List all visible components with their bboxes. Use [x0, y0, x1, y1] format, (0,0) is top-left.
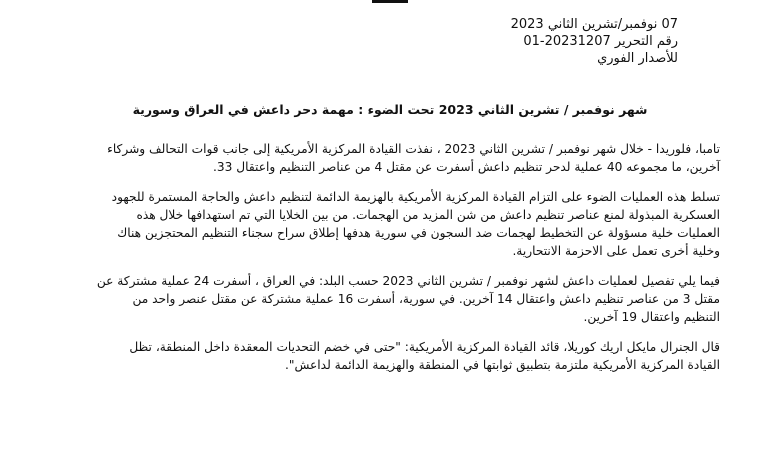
paragraph-line: العسكرية المبذولة لمنع عناصر تنظيم داعش من شن المزيد من الهجمات. من بين الخلايا التي تم استهدافها خلال هذه [136, 208, 720, 222]
paragraph-line: تامبا، فلوريدا - خلال شهر نوفمبر / تشرين الثاني 2023 ، نفذت القيادة المركزية الأمريكية إلى جانب قوات التحالف وشركاء [107, 142, 720, 156]
top-divider [372, 0, 408, 3]
paragraph-line: مقتل 3 من عناصر تنظيم داعش واعتقال 14 آخرين. في سورية، أسفرت 16 عملية مشتركة عن مقتل عنصر واحد من [132, 292, 720, 306]
paragraph-line: آخرين، ما مجموعه 40 عملية لدحر تنظيم داعش أسفرت عن مقتل 4 من عناصر التنظيم واعتقال 33. [213, 160, 720, 174]
paragraph-line: العمليات خلية مسؤولة عن التخطيط لهجمات ضد السجون في سورية هدفها إطلاق سراح سجناء التنظيم المحتجزين هناك [117, 226, 720, 240]
paragraph-breakdown [56, 272, 720, 326]
paragraph-line: تسلط هذه العمليات الضوء على التزام القيادة المركزية الأمريكية بالهزيمة الدائمة لتنظيم داعش والحاجة المستمرة للجهود [111, 190, 720, 204]
paragraph-quote [56, 338, 720, 374]
release-type: للأصدار الفوري [597, 51, 678, 66]
release-number: رقم التحرير 20231207-01 [523, 34, 678, 49]
release-date: 07 نوفمبر/تشرين الثاني 2023 [510, 17, 678, 32]
press-release-body [56, 140, 720, 386]
paragraph-context [56, 188, 720, 260]
paragraph-line: التنظيم واعتقال 19 آخرين. [583, 310, 720, 324]
press-release-headline: شهر نوفمبر / تشرين الثاني 2023 تحت الضوء : مهمة دحر داعش في العراق وسورية [132, 102, 648, 117]
paragraph-line: وخلية أخرى تعمل على الاحزمة الانتحارية. [512, 244, 720, 258]
paragraph-line: فيما يلي تفصيل لعمليات داعش لشهر نوفمبر / تشرين الثاني 2023 حسب البلد: في العراق ، أسفرت 24 عملية مشتركة عن [96, 274, 720, 288]
paragraph-line: قال الجنرال مايكل اريك كوريلا، قائد القيادة المركزية الأمريكية: "حتى في خضم التحديات المعقدة داخل المنطقة، تظل [129, 340, 720, 354]
paragraph-line: القيادة المركزية الأمريكية ملتزمة بتطبيق ثوابتها في المنطقة والهزيمة الدائمة لداعش". [285, 358, 720, 372]
release-header [418, 16, 678, 67]
paragraph-intro [56, 140, 720, 176]
